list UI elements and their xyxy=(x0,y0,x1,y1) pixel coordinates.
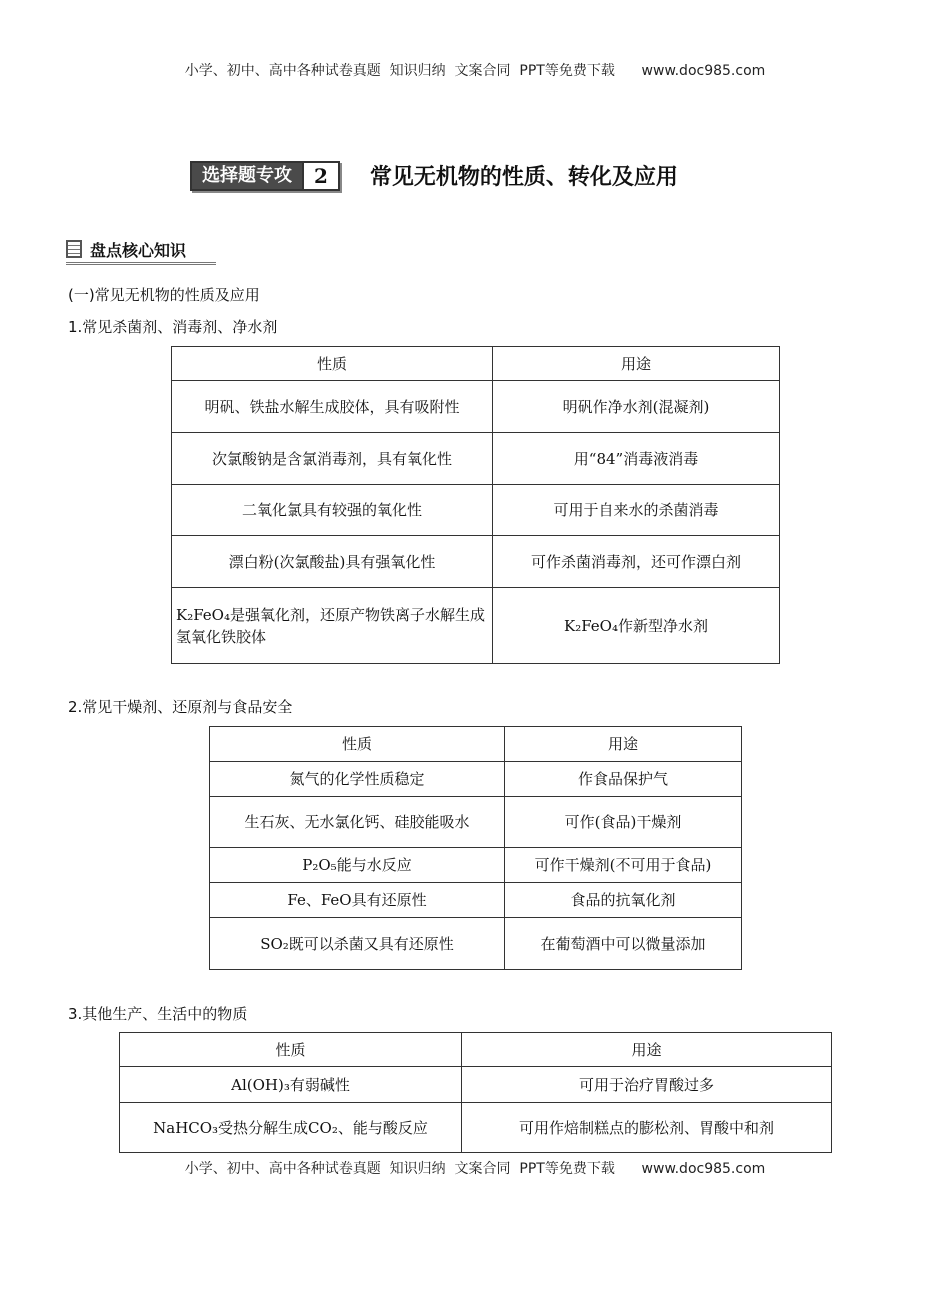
table-cell: SO₂既可以杀菌又具有还原性 xyxy=(210,918,505,970)
table-row xyxy=(210,883,742,918)
table-cell: 可用于治疗胃酸过多 xyxy=(462,1067,832,1103)
table-cell: 作食品保护气 xyxy=(505,762,742,797)
table-cell: 次氯酸钠是含氯消毒剂，具有氧化性 xyxy=(172,433,493,485)
table-cell: 明矾、铁盐水解生成胶体，具有吸附性 xyxy=(172,381,493,433)
section-heading-label: 盘点核心知识 xyxy=(90,240,187,260)
table-cell: 可作(食品)干燥剂 xyxy=(505,797,742,848)
table2 xyxy=(209,726,742,970)
table-header-cell: 性质 xyxy=(172,347,493,381)
table-row xyxy=(120,1103,832,1153)
table-cell: 可作干燥剂(不可用于食品) xyxy=(505,848,742,883)
table3-heading: 3.其他生产、生活中的物质 xyxy=(68,1005,248,1023)
table-cell: 可作杀菌消毒剂，还可作漂白剂 xyxy=(493,536,780,588)
table-row xyxy=(172,536,780,588)
table-header-cell: 性质 xyxy=(120,1033,462,1067)
table-row xyxy=(172,485,780,536)
table2-heading: 2.常见干燥剂、还原剂与食品安全 xyxy=(68,698,293,716)
table-cell: K₂FeO₄是强氧化剂，还原产物铁离子水解生成氢氧化铁胶体 xyxy=(172,588,493,664)
page-footer: 小学、初中、高中各种试卷真题 知识归纳 文案合同 PPT等免费下载 www.doc985.com xyxy=(184,1161,766,1177)
table-cell: Al(OH)₃有弱碱性 xyxy=(120,1067,462,1103)
table-row xyxy=(172,588,780,664)
table-header-cell: 用途 xyxy=(505,727,742,762)
table-cell: Fe、FeO具有还原性 xyxy=(210,883,505,918)
subtitle: (一)常见无机物的性质及应用 xyxy=(68,286,260,304)
table-header-cell: 用途 xyxy=(462,1033,832,1067)
table-header-cell: 性质 xyxy=(210,727,505,762)
page-title: 常见无机物的性质、转化及应用 xyxy=(369,165,678,190)
badge-label: 选择题专攻 xyxy=(192,163,302,189)
table-cell: 氮气的化学性质稳定 xyxy=(210,762,505,797)
table-cell: K₂FeO₄作新型净水剂 xyxy=(493,588,780,664)
table-header-row xyxy=(172,347,780,381)
table-header-cell: 用途 xyxy=(493,347,780,381)
table-cell: 可用于自来水的杀菌消毒 xyxy=(493,485,780,536)
table-row xyxy=(172,381,780,433)
table-cell: 食品的抗氧化剂 xyxy=(505,883,742,918)
table-row xyxy=(210,918,742,970)
table-row xyxy=(210,797,742,848)
table-row xyxy=(120,1067,832,1103)
table3 xyxy=(119,1032,832,1153)
table-cell: 明矾作净水剂(混凝剂) xyxy=(493,381,780,433)
badge-number: 2 xyxy=(302,163,338,189)
table-header-row xyxy=(210,727,742,762)
table1 xyxy=(171,346,780,664)
table-cell: 漂白粉(次氯酸盐)具有强氧化性 xyxy=(172,536,493,588)
page-header: 小学、初中、高中各种试卷真题 知识归纳 文案合同 PPT等免费下载 www.doc985.com xyxy=(184,63,766,79)
table-row xyxy=(210,848,742,883)
title-row xyxy=(190,160,678,191)
table-row xyxy=(210,762,742,797)
table-cell: P₂O₅能与水反应 xyxy=(210,848,505,883)
table-cell: 二氧化氯具有较强的氧化性 xyxy=(172,485,493,536)
table-cell: 可用作焙制糕点的膨松剂、胃酸中和剂 xyxy=(462,1103,832,1153)
table-cell: 生石灰、无水氯化钙、硅胶能吸水 xyxy=(210,797,505,848)
section-heading xyxy=(66,236,216,265)
table-cell: NaHCO₃受热分解生成CO₂、能与酸反应 xyxy=(120,1103,462,1153)
table-header-row xyxy=(120,1033,832,1067)
table-cell: 用“84”消毒液消毒 xyxy=(493,433,780,485)
table-cell: 在葡萄酒中可以微量添加 xyxy=(505,918,742,970)
document-icon xyxy=(66,240,82,258)
table-row xyxy=(172,433,780,485)
table1-heading: 1.常见杀菌剂、消毒剂、净水剂 xyxy=(68,318,278,336)
topic-badge xyxy=(190,161,340,191)
